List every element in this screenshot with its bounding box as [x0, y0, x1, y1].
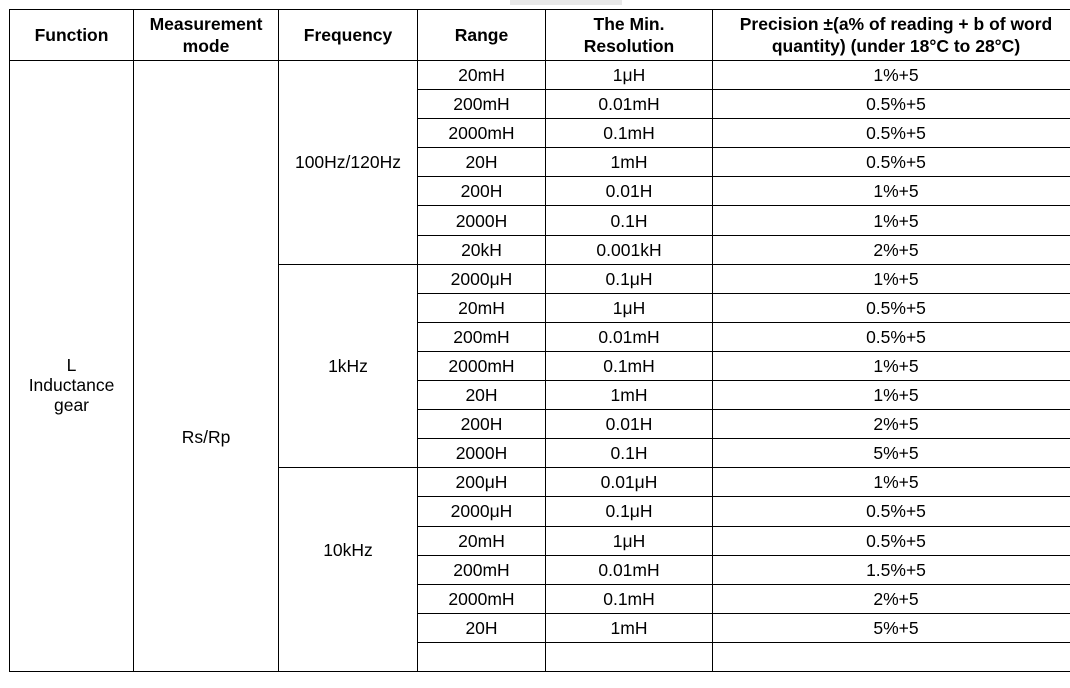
- function-line2: Inductance: [28, 375, 115, 395]
- frequency-cell: 10kHz: [279, 468, 418, 672]
- range-cell: 20H: [418, 381, 546, 410]
- range-cell: 200μH: [418, 468, 546, 497]
- range-cell: 200H: [418, 410, 546, 439]
- range-cell: 2000H: [418, 439, 546, 468]
- precision-cell: 2%+5: [713, 235, 1070, 264]
- header-res-line1: The Min.: [593, 14, 665, 34]
- precision-cell: 1%+5: [713, 177, 1070, 206]
- range-cell: 2000H: [418, 206, 546, 235]
- header-mode-line2: mode: [182, 36, 230, 56]
- range-cell: 2000mH: [418, 119, 546, 148]
- header-row: [10, 10, 1070, 61]
- precision-cell: 0.5%+5: [713, 497, 1070, 526]
- range-cell: 20H: [418, 148, 546, 177]
- resolution-cell: 1mH: [546, 148, 713, 177]
- table-row: [10, 61, 1070, 90]
- table-body: [10, 61, 1070, 672]
- resolution-cell: 0.1mH: [546, 119, 713, 148]
- range-cell: 2000μH: [418, 264, 546, 293]
- range-cell: 200mH: [418, 555, 546, 584]
- resolution-cell: 0.01mH: [546, 90, 713, 119]
- inductance-spec-table: [9, 9, 1070, 672]
- header-measurement-mode: [134, 10, 279, 61]
- header-frequency: Frequency: [279, 10, 418, 61]
- frequency-cell: 100Hz/120Hz: [279, 61, 418, 265]
- top-scroll-mark: [510, 0, 622, 5]
- resolution-cell: 1μH: [546, 526, 713, 555]
- range-cell: 200mH: [418, 322, 546, 351]
- precision-cell: 1%+5: [713, 468, 1070, 497]
- precision-cell: 0.5%+5: [713, 119, 1070, 148]
- precision-cell: 1%+5: [713, 61, 1070, 90]
- header-res-line2: Resolution: [583, 36, 675, 56]
- range-cell: 2000mH: [418, 351, 546, 380]
- resolution-cell: 0.01H: [546, 410, 713, 439]
- range-cell: 2000mH: [418, 584, 546, 613]
- precision-cell: 5%+5: [713, 439, 1070, 468]
- range-cell: 20kH: [418, 235, 546, 264]
- precision-cell: 0.5%+5: [713, 90, 1070, 119]
- range-cell: 200mH: [418, 90, 546, 119]
- resolution-cell: 1μH: [546, 61, 713, 90]
- precision-cell: 0.5%+5: [713, 148, 1070, 177]
- range-cell: 200H: [418, 177, 546, 206]
- resolution-cell: 1μH: [546, 293, 713, 322]
- header-prec-line1: Precision ±(a% of reading + b of word: [739, 14, 1053, 34]
- resolution-cell: 0.001kH: [546, 235, 713, 264]
- precision-cell: 1%+5: [713, 351, 1070, 380]
- resolution-cell: 0.1mH: [546, 351, 713, 380]
- range-cell: [418, 642, 546, 671]
- resolution-cell: 0.01H: [546, 177, 713, 206]
- resolution-cell: 0.1H: [546, 439, 713, 468]
- resolution-cell: 0.1mH: [546, 584, 713, 613]
- resolution-cell: 0.1μH: [546, 264, 713, 293]
- function-cell: [10, 61, 134, 672]
- resolution-cell: 0.01μH: [546, 468, 713, 497]
- resolution-cell: 0.01mH: [546, 555, 713, 584]
- precision-cell: 2%+5: [713, 584, 1070, 613]
- precision-cell: 1%+5: [713, 381, 1070, 410]
- precision-cell: 1.5%+5: [713, 555, 1070, 584]
- resolution-cell: 1mH: [546, 613, 713, 642]
- header-precision: [713, 10, 1070, 61]
- range-cell: 20mH: [418, 526, 546, 555]
- frequency-cell: 1kHz: [279, 264, 418, 468]
- header-min-resolution: [546, 10, 713, 61]
- range-cell: 20mH: [418, 293, 546, 322]
- precision-cell: [713, 642, 1070, 671]
- range-cell: 20mH: [418, 61, 546, 90]
- header-mode-line1: Measurement: [149, 14, 263, 34]
- function-line3: gear: [53, 395, 90, 415]
- precision-cell: 0.5%+5: [713, 526, 1070, 555]
- range-cell: 2000μH: [418, 497, 546, 526]
- resolution-cell: [546, 642, 713, 671]
- header-range: Range: [418, 10, 546, 61]
- header-function: Function: [10, 10, 134, 61]
- precision-cell: 0.5%+5: [713, 322, 1070, 351]
- mode-cell: Rs/Rp: [134, 61, 279, 672]
- header-prec-line2: quantity) (under 18°C to 28°C): [771, 36, 1021, 56]
- precision-cell: 5%+5: [713, 613, 1070, 642]
- function-line1: L: [66, 355, 77, 375]
- range-cell: 20H: [418, 613, 546, 642]
- precision-cell: 1%+5: [713, 264, 1070, 293]
- resolution-cell: 0.1μH: [546, 497, 713, 526]
- resolution-cell: 0.1H: [546, 206, 713, 235]
- resolution-cell: 1mH: [546, 381, 713, 410]
- precision-cell: 1%+5: [713, 206, 1070, 235]
- resolution-cell: 0.01mH: [546, 322, 713, 351]
- precision-cell: 2%+5: [713, 410, 1070, 439]
- precision-cell: 0.5%+5: [713, 293, 1070, 322]
